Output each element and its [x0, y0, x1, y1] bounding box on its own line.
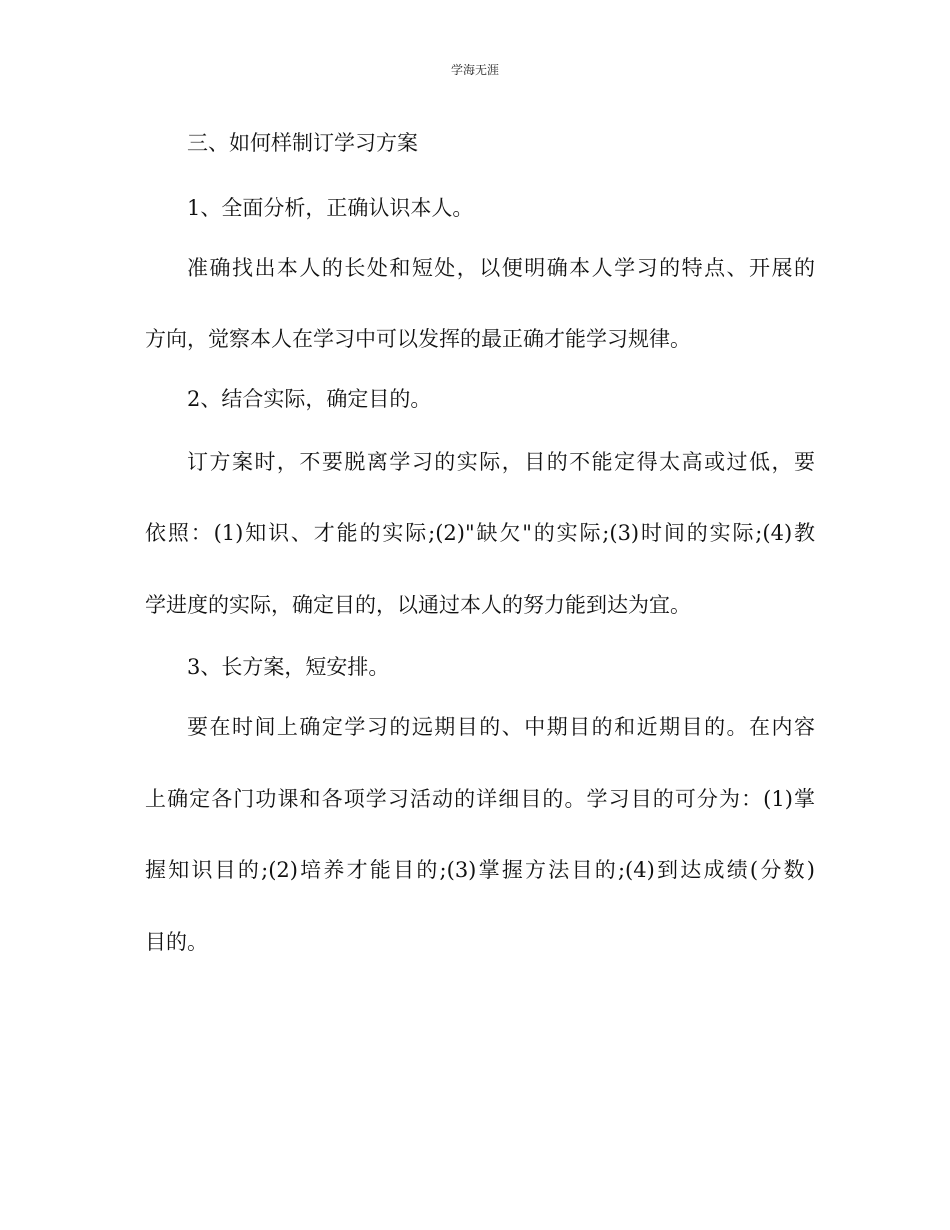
subheading-3: 3、长方案，短安排。	[187, 655, 390, 679]
page-header: 学海无涯	[450, 63, 499, 77]
subheading-1: 1、全面分析，正确认识本人。	[187, 196, 474, 220]
paragraph-line: 依照：(1)知识、才能的实际;(2)"缺欠"的实际;(3)时间的实际;(4)教	[145, 521, 815, 545]
paragraph-line: 学进度的实际，确定目的，以通过本人的努力能到达为宜。	[145, 593, 691, 617]
paragraph-line: 上确定各门功课和各项学习活动的详细目的。学习目的可分为：(1)掌	[145, 787, 815, 811]
subheading-2: 2、结合实际，确定目的。	[187, 387, 432, 411]
paragraph-line: 目的。	[145, 930, 208, 954]
paragraph-line: 要在时间上确定学习的远期目的、中期目的和近期目的。在内容	[187, 715, 815, 739]
paragraph-line: 方向，觉察本人在学习中可以发挥的最正确才能学习规律。	[145, 327, 691, 351]
paragraph-line: 订方案时，不要脱离学习的实际，目的不能定得太高或过低，要	[187, 450, 815, 474]
paragraph-line: 握知识目的;(2)培养才能目的;(3)掌握方法目的;(4)到达成绩(分数)	[145, 858, 815, 882]
paragraph-line: 准确找出本人的长处和短处，以便明确本人学习的特点、开展的	[187, 256, 815, 280]
section-heading: 三、如何样制订学习方案	[187, 131, 418, 155]
